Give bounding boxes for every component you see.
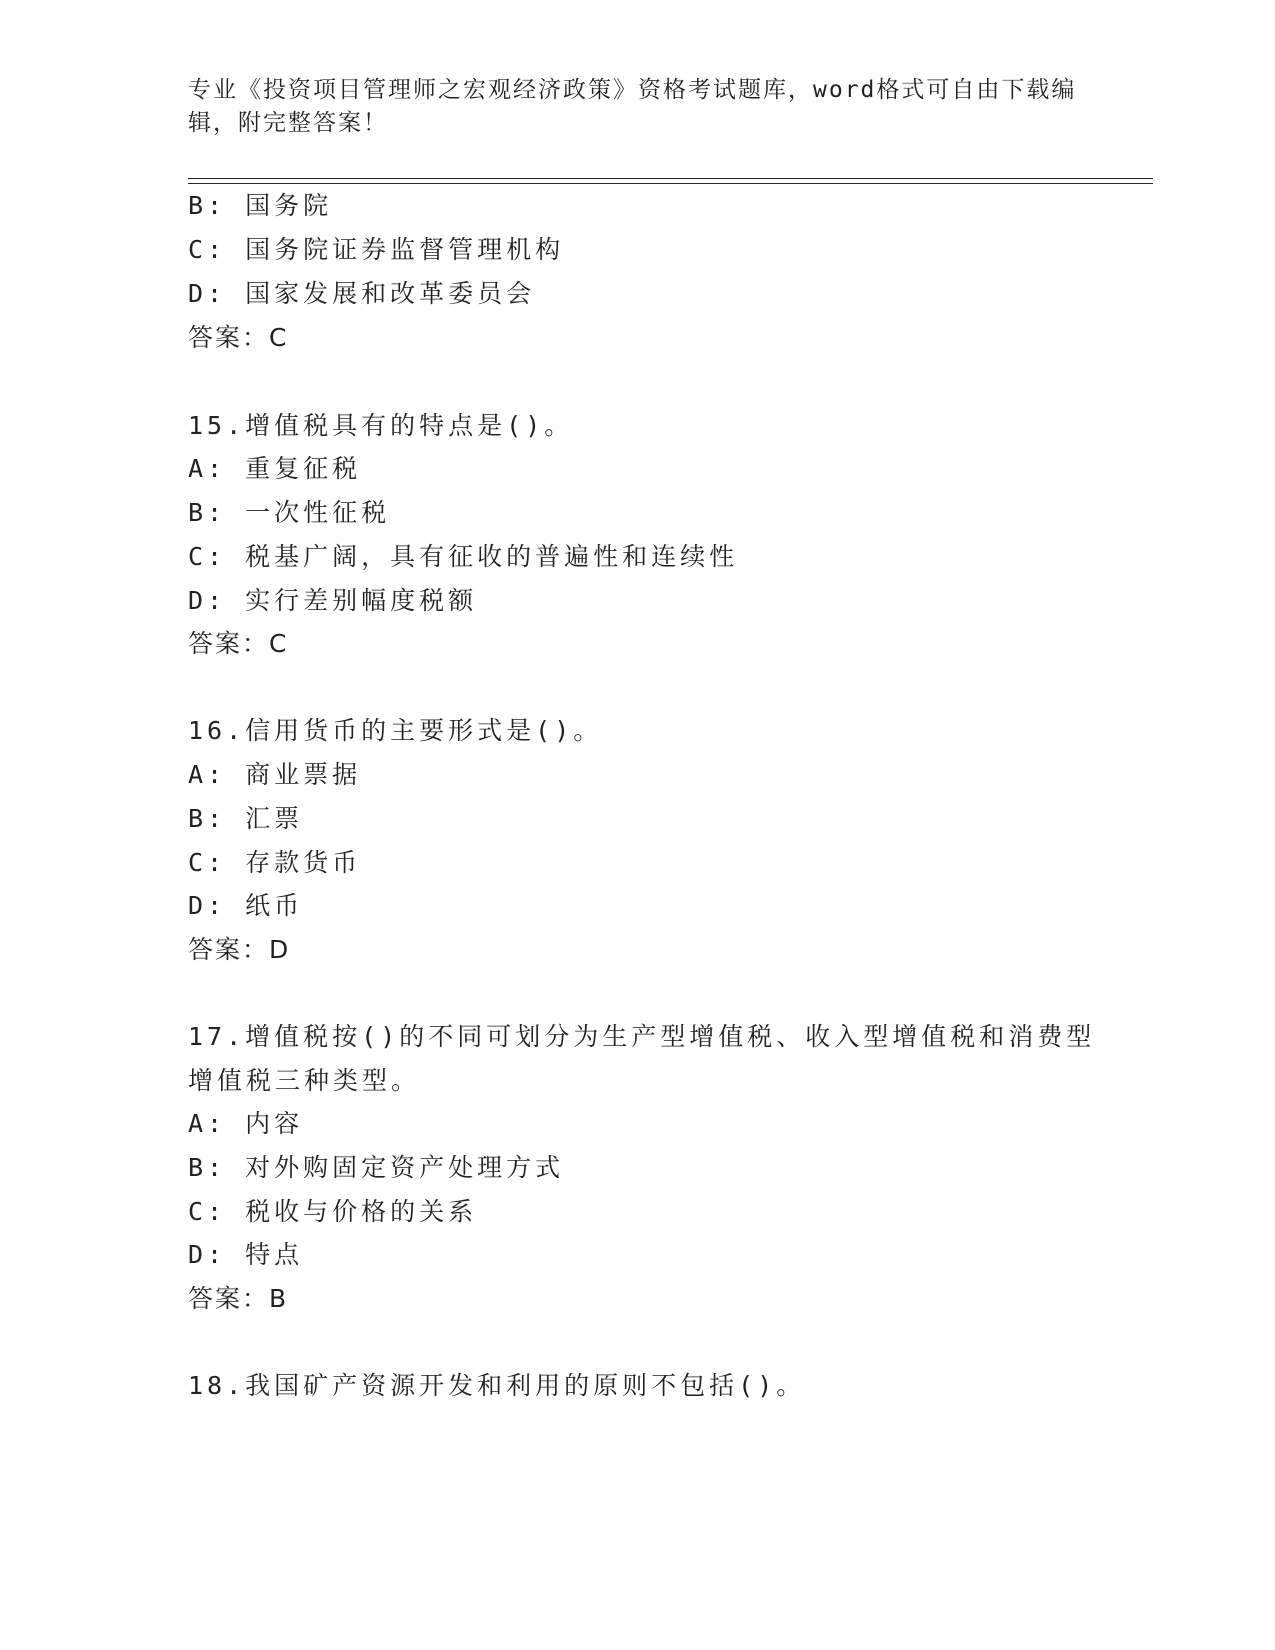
q17-question-line2: 增值税三种类型。 [188,1066,421,1095]
q15-question: 15.增值税具有的特点是()。 [188,411,574,440]
q16-question: 16.信用货币的主要形式是()。 [188,716,603,745]
q14-option-c: C: 国务院证券监督管理机构 [188,235,565,264]
header-rule-top [188,178,1153,179]
q14-answer: 答案：C [188,323,289,352]
document-header: 专业《投资项目管理师之宏观经济政策》资格考试题库，word格式可自由下载编辑，附完整答案！ [188,77,1077,136]
q17-option-c: C: 税收与价格的关系 [188,1197,478,1226]
q17-option-a: A: 内容 [188,1109,304,1138]
q18-question: 18.我国矿产资源开发和利用的原则不包括()。 [188,1371,806,1400]
q16-option-d: D: 纸币 [188,891,304,920]
q15-option-a: A: 重复征税 [188,454,362,483]
q17-option-b: B: 对外购固定资产处理方式 [188,1153,565,1182]
q16-option-c: C: 存款货币 [188,848,362,877]
q17-question-line1: 17.增值税按()的不同可划分为生产型增值税、收入型增值税和消费型 [188,1022,1096,1051]
q15-option-b: B: 一次性征税 [188,498,391,527]
q16-option-a: A: 商业票据 [188,760,362,789]
q17-answer: 答案：B [188,1284,289,1313]
q16-option-b: B: 汇票 [188,804,304,833]
q14-option-d: D: 国家发展和改革委员会 [188,279,536,308]
q15-answer: 答案：C [188,629,289,658]
q17-option-d: D: 特点 [188,1240,304,1269]
q15-option-c: C: 税基广阔，具有征收的普遍性和连续性 [188,542,739,571]
header-rule-bottom [188,183,1153,184]
q16-answer: 答案：D [188,935,291,964]
q15-option-d: D: 实行差别幅度税额 [188,586,478,615]
q14-option-b: B: 国务院 [188,191,333,220]
